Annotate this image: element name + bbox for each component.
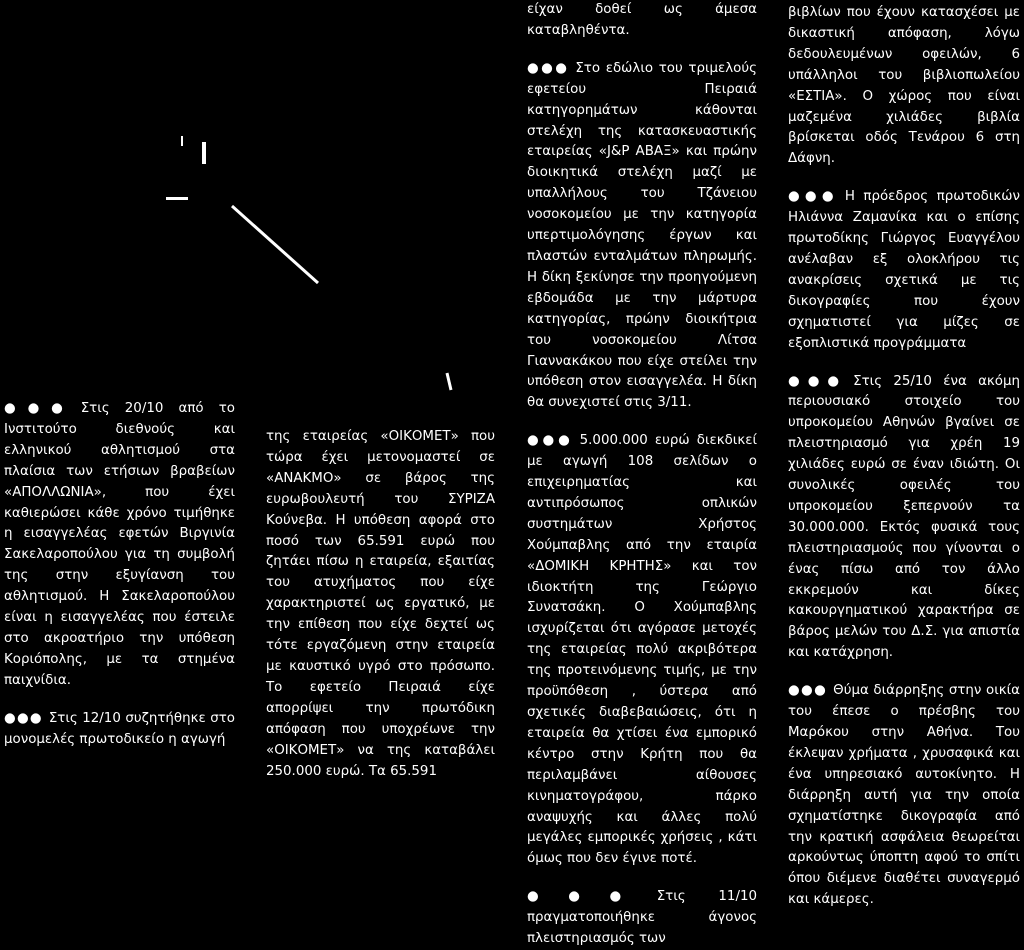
column-1 [4, 399, 235, 751]
news-text-continued: βιβλίων που έχουν κατασχέσει με δικαστική απόφαση, λόγω δεδουλευμένων οφειλών, 6 υπάλληλοι του βιβλιοπωλείου «ΕΣΤΙΑ». Ο χώρος που είναι μαζεμένα χιλιάδες βιβλία βρίσκεται οδός Τενάρου 6 στη Δάφνη. [788, 5, 1020, 167]
news-text: Η πρόεδρος πρωτοδικών Ηλιάννα Ζαμανίκα και ο επίσης πρωτοδίκης Γιώργος Ευαγγέλου ανέλαβαν εξ ολοκλήρου τις ανακρίσεις σχετικά με τις δικογραφίες που έχουν σχηματιστεί για μίζες σε εξοπλιστικά προγράμματα [788, 189, 1020, 351]
bullet-icon: ●●● [527, 433, 574, 449]
news-text: Στις 11/10 πραγματοποιήθηκε άγονος πλειστηριασμός των [527, 889, 757, 947]
bullet-icon: ●●● [788, 373, 848, 389]
news-text: Στις 12/10 συζητήθηκε στο μονομελές πρωτοδικείο η αγωγή [4, 710, 235, 747]
news-item [788, 187, 1020, 354]
news-text: 5.000.000 ευρώ διεκδικεί με αγωγή 108 σελίδων ο επιχειρηματίας και αντιπρόσωπος οπλικών συστημάτων Χρήστος Χούμπαβλης από την εταιρία «ΔΟΜΙΚΗ ΚΡΗΤΗΣ» και τον ιδιοκτήτη της Γεώργιο Συνατσάκη. Ο Χούμπαβλης ισχυρίζεται ότι αγόρασε μετοχές της εταιρείας πολύ ακριβότερα της προτεινόμενης τιμής, με την προϋπόθεση , ύστερα από σχετικές διαβεβαιώσεις, ότι η εταιρεία θα χτίσει ένα εμπορικό κέντρο στην Κρήτη που θα περιλαμβάνει αίθουσες κινηματογράφου, πάρκο αναψυχής και άλλες πολύ μεγάλες εμπορικές χρήσεις , κάτι όμως που δεν έγινε ποτέ. [527, 433, 757, 867]
photo-area [0, 0, 520, 395]
news-item [527, 59, 757, 414]
news-text: Στις 20/10 από το Ινστιτούτο διεθνούς και ελληνικού αθλητισμού στα πλαίσια των ετήσιων βραβείων «ΑΠΟΛΛΩΝΙΑ», που έχει καθιερώσει κάθε χρόνο τιμήθηκε η εισαγγελέας εφετών Βιργινία Σακελαροπούλου για τη συμβολή της στην εξυγίανση του αθλητισμού. Η Σακελαροπούλου είναι η εισαγγελέας που έστειλε στο ακροατήριο την υπόθεση Κοριόπολης, με τα στημένα παιχνίδια. [4, 401, 235, 688]
news-item [527, 431, 757, 870]
news-text: Στο εδώλιο του τριμελούς εφετείου Πειραιά κατηγορημάτων κάθονται στελέχη της κατασκευαστικής εταιρείας «J&P ΑΒΑΞ» και πρώην διοικητικά στελέχη μαζί με υπαλλήλους του Τζάνειου νοσοκομείου με την κατηγορία υπερτιμολόγησης έργων και πλαστών ενταλμάτων πληρωμής. Η δίκη ξεκίνησε την προηγούμενη εβδομάδα με την μάρτυρα κατηγορίας, πρώην διοικήτρια του νοσοκομείου Λίτσα Γιαννακάκου που είχε στείλει την υπόθεση στον εισαγγελέα. Η δίκη θα συνεχιστεί στις 3/11. [527, 60, 757, 411]
news-item [4, 399, 235, 692]
bullet-icon: ●●● [527, 889, 651, 905]
bullet-icon: ●●● [4, 401, 75, 416]
bullet-icon: ●●● [4, 710, 43, 726]
column-2 [266, 427, 495, 782]
news-text: Θύμα διάρρηξης στην οικία του έπεσε ο πρέσβης του Μαρόκου στην Αθήνα. Του έκλεψαν χρήματα , χρυσαφικά και ένα υπηρεσιακό αυτοκίνητο. Η διάρρηξη αυτή για την οποία σχηματίστηκε δικογραφία από την κρατική ασφάλεια θεωρείται αρκούντως ύποπτη αφού το σπίτι όπου διέμενε διαθέτει συναγερμό και κάμερες. [788, 683, 1020, 908]
news-text-continued: είχαν δοθεί ως άμεσα καταβληθέντα. [527, 2, 757, 38]
column-4 [788, 3, 1020, 911]
column-3 [527, 0, 757, 950]
bullet-icon: ●●● [527, 60, 570, 76]
photo-line [0, 0, 520, 395]
news-item [788, 681, 1020, 911]
news-item [527, 887, 757, 950]
bullet-icon: ●●● [788, 189, 839, 205]
news-item [4, 709, 235, 751]
news-text-continued: της εταιρείας «ΟΙΚΟΜΕΤ» που τώρα έχει μετονομαστεί σε «ΑΝΑΚΜΟ» σε βάρος της ευρωβουλευτή του ΣΥΡΙΖΑ Κούνεβα. Η υπόθεση αφορά στο ποσό των 65.591 ευρώ που ζητάει πίσω η εταιρεία, εξαιτίας του ατυχήματος που είχε χαρακτηριστεί ως εργατικό, με την επίθεση που είχε δεχτεί ως τότε εργαζόμενη στην εταιρεία με καυστικό υγρό στο πρόσωπο. Το εφετείο Πειραιά είχε απορρίψει την πρωτόδικη απόφαση που υποχρέωνε την «ΟΙΚΟΜΕΤ» να της καταβάλει 250.000 ευρώ. Τα 65.591 [266, 429, 495, 779]
news-item [788, 372, 1020, 665]
news-text: Στις 25/10 ένα ακόμη περιουσιακό στοιχείο του υπροκομείου Αθηνών βγαίνει σε πλειστηριασμό για χρέη 19 χιλιάδες ευρώ σε έναν ιδιώτη. Οι συνολικές οφειλές του υπροκομείου ξεπερνούν τα 30.000.000. Εκτός φυσικά τους πλειστηριασμούς που γίνονται ο ένας πίσω από τον άλλο εκκρεμούν και δίκες κακουργηματικού χαρακτήρα σε βάρος μελών του Δ.Σ. για απιστία και κατάχρηση. [788, 373, 1020, 661]
bullet-icon: ●●● [788, 683, 828, 699]
